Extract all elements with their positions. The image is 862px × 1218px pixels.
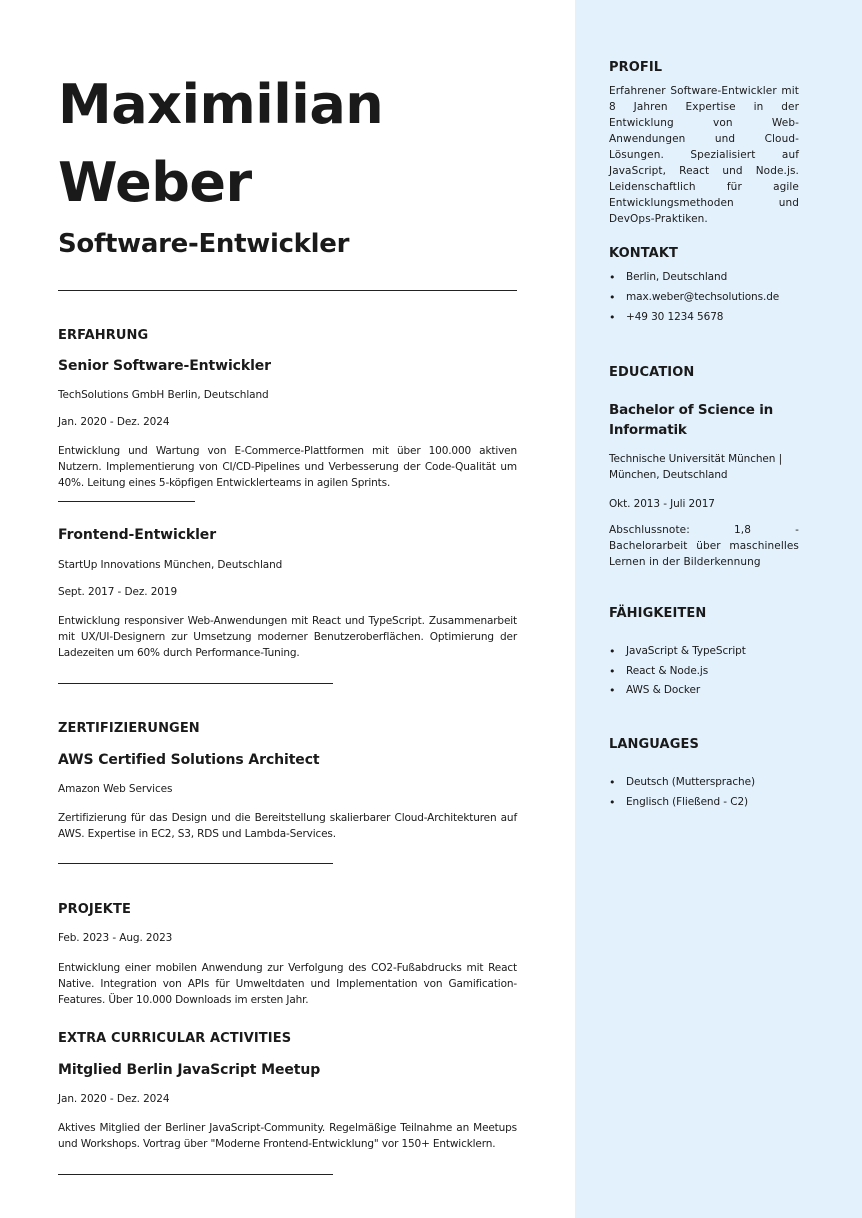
experience-heading: ERFAHRUNG bbox=[58, 328, 149, 343]
last-name: Weber bbox=[58, 151, 252, 214]
contact-location: • Berlin, Deutschland bbox=[609, 270, 779, 290]
contact-heading: KONTAKT bbox=[609, 246, 678, 261]
certification-issuer: Amazon Web Services bbox=[58, 783, 173, 795]
certifications-heading: ZERTIFIZIERUNGEN bbox=[58, 721, 200, 736]
projects-heading: PROJEKTE bbox=[58, 902, 131, 917]
education-school: Technische Universität München | München, Deutschland bbox=[609, 453, 783, 481]
education-details: Abschlussnote: 1,8 - Bachelorarbeit über maschinelles Lernen in der Bilderkennung bbox=[609, 524, 799, 568]
experience-description: Entwicklung und Wartung von E-Commerce-Plattformen mit über 100.000 aktiven Nutzern. Implementierung von CI/CD-Pipelines und Verbesserung der Code-Qualität um 40%. Leitung eines 5-köpfigen Entwicklerteams in agilen Sprints. bbox=[58, 445, 517, 489]
experience-company: StartUp Innovations München, Deutschland bbox=[58, 559, 283, 571]
education-period: Okt. 2013 - Juli 2017 bbox=[609, 498, 715, 510]
sidebar bbox=[575, 0, 862, 1218]
project-description: Entwicklung einer mobilen Anwendung zur Verfolgung des CO2-Fußabdrucks mit React Native. Integration von APIs für Umweltdaten und Implementation von Gamification-Features. Über 10.000 Downloads im ersten Jahr. bbox=[58, 962, 517, 1006]
languages-heading: LANGUAGES bbox=[609, 737, 699, 752]
experience-period: Sept. 2017 - Dez. 2019 bbox=[58, 586, 178, 598]
experience-title: Frontend-Entwickler bbox=[58, 527, 217, 543]
project-period: Feb. 2023 - Aug. 2023 bbox=[58, 932, 173, 944]
profile-heading: PROFIL bbox=[609, 60, 663, 75]
job-title: Software-Entwickler bbox=[58, 229, 350, 259]
education-heading: EDUCATION bbox=[609, 365, 695, 380]
certification-description: Zertifizierung für das Design und die Bereitstellung skalierbarer Cloud-Architekturen auf AWS. Expertise in EC2, S3, RDS und Lambda-Services. bbox=[58, 812, 517, 840]
experience-company: TechSolutions GmbH Berlin, Deutschland bbox=[58, 389, 269, 401]
experience-title: Senior Software-Entwickler bbox=[58, 358, 271, 374]
contact-phone[interactable]: • +49 30 1234 5678 bbox=[609, 310, 779, 330]
experience-description: Entwicklung responsiver Web-Anwendungen mit React und TypeScript. Zusammenarbeit mit UX/UI-Designern zur Umsetzung moderner Benutzeroberflächen. Optimierung der Ladezeiten um 60% durch Performance-Tuning. bbox=[58, 615, 517, 659]
entry-divider bbox=[58, 501, 195, 502]
activities-heading: EXTRA CURRICULAR ACTIVITIES bbox=[58, 1031, 292, 1046]
education-degree: Bachelor of Science in Informatik bbox=[609, 402, 774, 438]
first-name: Maximilian bbox=[58, 73, 384, 136]
language-item: • Deutsch (Muttersprache) bbox=[609, 775, 755, 795]
activity-period: Jan. 2020 - Dez. 2024 bbox=[58, 1093, 170, 1105]
languages-list bbox=[609, 775, 755, 814]
contact-list bbox=[609, 270, 779, 330]
activity-title: Mitglied Berlin JavaScript Meetup bbox=[58, 1062, 321, 1078]
skills-heading: FÄHIGKEITEN bbox=[609, 606, 707, 621]
skill-item: • AWS & Docker bbox=[609, 683, 746, 703]
skills-list bbox=[609, 644, 746, 703]
activity-description: Aktives Mitglied der Berliner JavaScript-Community. Regelmäßige Teilnahme an Meetups und Workshops. Vortrag über "Moderne Frontend-Entwicklung" vor 150+ Entwicklern. bbox=[58, 1122, 517, 1150]
section-divider bbox=[58, 683, 333, 684]
contact-email[interactable]: • max.weber@techsolutions.de bbox=[609, 290, 779, 310]
skill-item: • JavaScript & TypeScript bbox=[609, 644, 746, 664]
section-divider bbox=[58, 1174, 333, 1175]
section-divider bbox=[58, 863, 333, 864]
experience-period: Jan. 2020 - Dez. 2024 bbox=[58, 416, 170, 428]
profile-text: Erfahrener Software-Entwickler mit 8 Jahren Expertise in der Entwicklung von Web-Anwendungen und Cloud-Lösungen. Spezialisiert auf JavaScript, React und Node.js. Leidenschaftlich für agile Entwicklungsmethoden und DevOps-Praktiken. bbox=[609, 85, 799, 225]
certification-title: AWS Certified Solutions Architect bbox=[58, 752, 320, 768]
language-item: • Englisch (Fließend - C2) bbox=[609, 795, 755, 815]
header-divider bbox=[58, 290, 517, 291]
skill-item: • React & Node.js bbox=[609, 664, 746, 684]
